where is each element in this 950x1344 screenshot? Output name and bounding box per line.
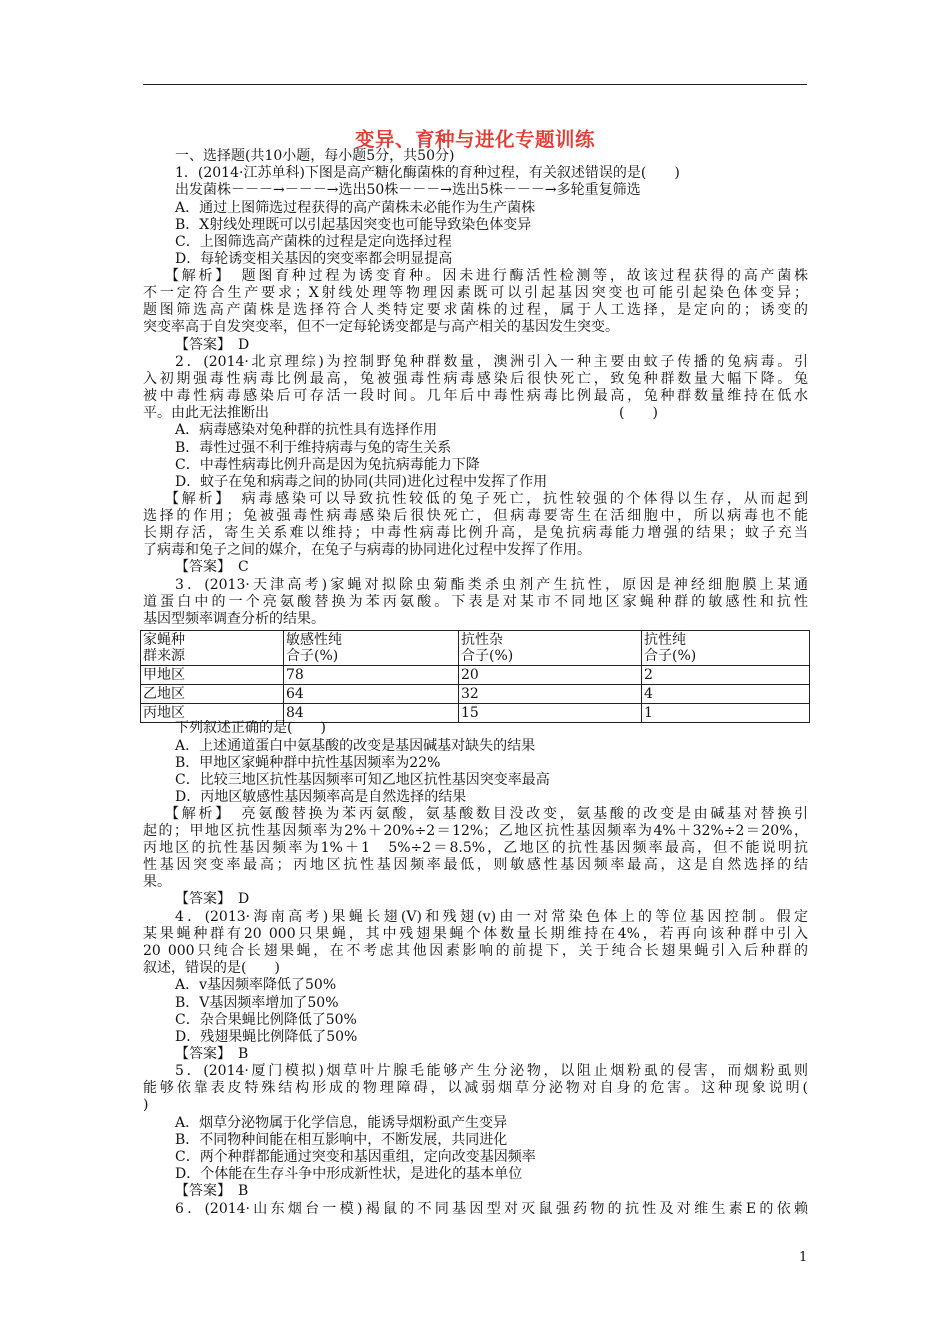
table-cell: 15 <box>459 704 642 723</box>
page-title: 变异、育种与进化专题训练 <box>354 128 595 151</box>
section-heading: 一、选择题(共10小题，每小题5分，共50分) <box>175 148 455 164</box>
text-line: D．蚊子在兔和病毒之间的协同(共同)进化过程中发挥了作用 <box>175 474 548 490</box>
text-line: B．V基因频率增加了50% <box>175 995 339 1011</box>
table-header-cell: 抗性杂 合子(%) <box>459 631 642 666</box>
text-line: 基因型频率调查分析的结果。 <box>143 611 325 627</box>
table-cell: 64 <box>284 685 459 704</box>
text-line: 入初期强毒性病毒比例最高，兔被强毒性病毒感染后很快死亡，致兔种群数量大幅下降。兔 <box>143 371 808 387</box>
text-line: D．个体能在生存斗争中形成新性状，是进化的基本单位 <box>175 1166 523 1182</box>
table-row <box>141 685 810 704</box>
text-line: 20 000只纯合长翅果蝇，在不考虑其他因素影响的前提下，关于纯合长翅果蝇引入后种群的 <box>143 943 808 959</box>
text-line: C．杂合果蝇比例降低了50% <box>175 1012 357 1028</box>
table-cell: 甲地区 <box>141 666 284 685</box>
table-cell: 2 <box>642 666 810 685</box>
text-line: ) <box>143 1097 149 1113</box>
table-header-cell: 家蝇种 群来源 <box>141 631 284 666</box>
text-line: B．X射线处理既可以引起基因突变也可能导致染色体变异 <box>175 217 532 233</box>
text-line: 6．(2014·山东烟台一模)褐鼠的不同基因型对灭鼠强药物的抗性及对维生素E的依赖 <box>175 1201 808 1217</box>
text-line: 长期存活，寄生关系难以维持；中毒性病毒比例升高，是兔抗病毒能力增强的结果；蚊子充当 <box>143 525 808 541</box>
text-line: 【答案】 B <box>175 1183 249 1199</box>
text-line: C．中毒性病毒比例升高是因为兔抗病毒能力下降 <box>175 457 480 473</box>
text-line: 起的；甲地区抗性基因频率为2%＋20%÷2＝12%；乙地区抗性基因频率为4%＋32%÷2＝20%， <box>143 823 808 839</box>
text-line: B．不同物种间能在相互影响中，不断发展，共同进化 <box>175 1132 508 1148</box>
text-line: 性基因突变率最高；丙地区抗性基因频率最低，则敏感性基因频率最高，这是自然选择的结 <box>143 857 808 873</box>
text-line: A．病毒感染对兔种群的抗性具有选择作用 <box>175 422 438 438</box>
text-line: A．v基因频率降低了50% <box>175 977 337 993</box>
text-line: A．通过上图筛选过程获得的高产菌株未必能作为生产菌株 <box>175 200 536 216</box>
text-line: 了病毒和兔子之间的媒介，在兔子与病毒的协同进化过程中发挥了作用。 <box>143 542 591 558</box>
header-rule <box>143 84 807 85</box>
text-line: B．甲地区家蝇种群中抗性基因频率为22% <box>175 755 441 771</box>
text-line: 某果蝇种群有20 000只果蝇，其中残翅果蝇个体数量长期维持在4%，若再向该种群中引入 <box>143 926 808 942</box>
table-cell: 4 <box>642 685 810 704</box>
text-line: C．两个种群都能通过突变和基因重组，定向改变基因频率 <box>175 1149 536 1165</box>
text-line: 道蛋白中的一个亮氨酸替换为苯丙氨酸。下表是对某市不同地区家蝇种群的敏感性和抗性 <box>143 594 808 610</box>
text-line: 被中毒性病毒感染后可存活一段时间。几年后中毒性病毒比例最高，兔种群数量维持在低水 <box>143 388 808 404</box>
text-line: A．上述通道蛋白中氨基酸的改变是基因碱基对缺失的结果 <box>175 738 536 754</box>
table-cell: 1 <box>642 704 810 723</box>
text-line: 4．(2013·海南高考)果蝇长翅(V)和残翅(v)由一对常染色体上的等位基因控制。假定 <box>175 909 808 925</box>
table-cell: 丙地区 <box>141 704 284 723</box>
text-line: 叙述，错误的是( ) <box>143 960 280 976</box>
text-line: 1．(2014·江苏单科)下图是高产糖化酶菌株的育种过程，有关叙述错误的是( ) <box>175 165 680 181</box>
text-line: 5．(2014·厦门模拟)烟草叶片腺毛能够产生分泌物，以阻止烟粉虱的侵害，而烟粉虱则 <box>175 1063 808 1079</box>
text-line: C．上图筛选高产菌株的过程是定向选择过程 <box>175 234 452 250</box>
text-line: 不一定符合生产要求；X射线处理等物理因素既可以引起基因突变也可能引起染色体变异； <box>143 285 808 301</box>
text-line: 【解析】 题图育种过程为诱变育种。因未进行酶活性检测等，故该过程获得的高产菌株 <box>165 268 808 284</box>
text-line: D．丙地区敏感性基因频率高是自然选择的结果 <box>175 789 467 805</box>
table-header-cell: 抗性纯 合子(%) <box>642 631 810 666</box>
text-line: 【答案】 D <box>175 337 250 353</box>
text-line: 下列叙述正确的是( ) <box>175 720 326 736</box>
table-cell: 84 <box>284 704 459 723</box>
table-cell: 78 <box>284 666 459 685</box>
text-line: A．烟草分泌物属于化学信息，能诱导烟粉虱产生变异 <box>175 1115 508 1131</box>
table-row <box>141 666 810 685</box>
text-line: 【答案】 D <box>175 891 250 907</box>
text-line: 出发菌株－－－→－－－→选出50株－－－→选出5株－－－→多轮重复筛选 <box>175 182 641 198</box>
text-line: 【解析】 病毒感染可以导致抗性较低的兔子死亡，抗性较强的个体得以生存，从而起到 <box>165 491 808 507</box>
text-line: D．每轮诱变相关基因的突变率都会明显提高 <box>175 251 453 267</box>
text-line: 丙地区的抗性基因频率为1%＋1 5%÷2＝8.5%，乙地区的抗性基因频率最高，但不能说明抗 <box>143 840 808 856</box>
text-line: 3．(2013·天津高考)家蝇对拟除虫菊酯类杀虫剂产生抗性，原因是神经细胞膜上某通 <box>175 577 808 593</box>
table-cell: 20 <box>459 666 642 685</box>
genotype-frequency-table <box>140 630 810 723</box>
text-line: 【解析】 亮氨酸替换为苯丙氨酸，氨基酸数目没改变，氨基酸的改变是由碱基对替换引 <box>165 806 808 822</box>
text-line: 选择的作用；兔被强毒性病毒感染后很快死亡，但病毒要寄生在活细胞中，所以病毒也不能 <box>143 508 808 524</box>
text-line: C．比较三地区抗性基因频率可知乙地区抗性基因突变率最高 <box>175 772 550 788</box>
table-header-row <box>141 631 810 666</box>
text-line: 2．(2014·北京理综)为控制野兔种群数量，澳洲引入一种主要由蚊子传播的兔病毒。引 <box>175 354 808 370</box>
table-header-cell: 敏感性纯 合子(%) <box>284 631 459 666</box>
text-line: 果。 <box>143 874 171 890</box>
text-line: 突变率高于自发突变率，但不一定每轮诱变都是与高产相关的基因发生突变。 <box>143 319 619 335</box>
text-line: 【答案】 B <box>175 1046 249 1062</box>
text-line: B．毒性过强不利于维持病毒与兔的寄生关系 <box>175 440 452 456</box>
table-cell: 乙地区 <box>141 685 284 704</box>
text-line: 能够依靠表皮特殊结构形成的物理障碍，以减弱烟草分泌物对自身的危害。这种现象说明( <box>143 1080 808 1096</box>
text-line: 【答案】 C <box>175 559 249 575</box>
text-line: D．残翅果蝇比例降低了50% <box>175 1029 358 1045</box>
text-line: 平。由此无法推断出 ( ) <box>143 405 658 421</box>
page-number: 1 <box>799 1250 808 1265</box>
text-line: 题图筛选高产菌株是选择符合人类特定要求菌株的过程，属于人工选择，是定向的；诱变的 <box>143 302 808 318</box>
table-cell: 32 <box>459 685 642 704</box>
